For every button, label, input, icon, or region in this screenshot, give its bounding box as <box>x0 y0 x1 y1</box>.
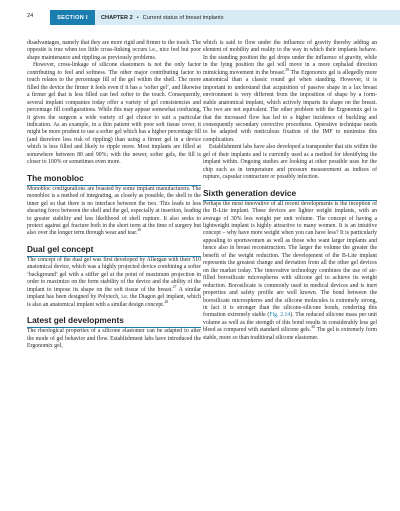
figure-reference-link[interactable]: Fig. 2.14 <box>269 312 291 319</box>
section-heading-latest-gel: Latest gel developments <box>27 315 201 328</box>
paragraph-text: The gel is extremely form stable, more so than traditional silicone elastomer. <box>203 327 377 341</box>
reference-marker: 26 <box>137 228 142 233</box>
section-heading-monobloc: The monobloc <box>27 173 201 186</box>
chapter-tab <box>95 10 400 25</box>
paragraph-text: A similar implant has been designed by Polytech, i.e. the Diagon gel implant, which is also an anatomical implant with a similar design concept. <box>27 286 202 308</box>
right-column <box>203 40 377 342</box>
paragraph: disadvantages, namely that they are more rigid and firmer to the touch. The opposite is true when too little cross-linking occurs i.e., nice feel but poor shape maintenance and rippling as previously problems. <box>27 40 201 61</box>
paragraph-text: The concept of the dual gel was first developed by Allergan with their 510 anatomical device, which was a highly projected device combining a softer ‘background’ gel with a stiffer gel at the point of maximum projection in order to maximize on the form stability of the device and the ability of the implant to impose its shape on the soft tissue of the breast. <box>27 256 201 293</box>
paragraph-text: Monobloc configurations are boasted by some implant manufacturers. The monobloc is a method of integrating, as closely as possible, the shell to the inner gel so that there is no interface between the two. This leads to less shearing force between the shell and the gel, especially at insertion, leading to greater stability and less likelihood of shell rupture. It also seeks to protect against gel fracture both in the short term at the time of surgery but also over the longer term through wear and tear. <box>27 185 201 237</box>
paragraph: Establishment labs have also developed a transponder that sits within the gel of their implants and is currently used as a method for identifying the implant within. Ongoing studies are looking at other possible uses for the chip such as in temperature and pressure measurement as indices of rupture, capsular contracture or possibly infection. <box>203 144 377 181</box>
reference-marker: 30 <box>311 325 315 330</box>
page-number: 24 <box>27 13 34 19</box>
paragraph: However, cross-linkage of silicone elastomers is not the only factor contributing to feel and softness. The other major contributing factor to touch relates to the percentage fill of the gel within the shell. The more filled the device the firmer it feels even if it has a ‘softer gel’, and likewise a firmer gel that is less filled can feel softer to the touch. Consequently, several implant companies today offer a variety of gel consistencies and percentage fill configurations. While this may appear somewhat confusing, it gives the surgeon a wide variety of gel choice to suit a particular indication. As an example, in a thin patient with poor soft tissue cover, it might be more prudent to use a softer gel which has a higher percentage fill (and therefore less risk of rippling) than using a firmer gel in a device which is less filled and likely to ripple more. Most implants are filled at somewhere between 80 and 90%; with the newer, softer gels, the fill is closer to 100% or sometimes even more. <box>27 62 201 166</box>
chapter-label: CHAPTER 2 <box>101 14 133 21</box>
header-separator: • <box>136 14 139 21</box>
section-heading-dual-gel: Dual gel concept <box>27 244 201 257</box>
paragraph-text: ). The reduced silicone mass per unit volume as well as the strength of this bond results in considerably less gel bleed as compared with standard silicone gels. <box>203 312 377 334</box>
paragraph-text: The Ergonomix gel is allegedly more anatomical than a classic round gel when standing. However, it is important to understand that acquisition of passive shape in a lax breast environment is very different from the imposition of shape by a form-stable anatomical implant, which actively imparts its shape on the breast. The two are not equivalent. The other problem with the Ergonomix gel is that the increased flow has led to a higher incidence of buckling and consequently secondary corrective procedures. Operative technique needs to be adapted with meticulous fixation of the IMF to minimize this complication. <box>203 69 377 143</box>
paragraph <box>27 257 201 309</box>
reference-marker: 29 <box>285 67 290 72</box>
paragraph-text: Perhaps the most innovative of all recent developments is the inception of the B-Lite implant. These devices are lighter weight implants, with an average of 30% less weight per unit volume. The concept of having a lightweight implant is highly attractive to many women. It is an intuitive concept – why have more weight when you can have less? It is particularly appealing to sportswomen as well as those who want larger implants and hence also in breast reconstruction. The larger the volume the greater the benefit of the weight reduction. The development of the B-Lite implant represents the greatest change and deviation from all the other gel devices on the market today. The innovative technology combines the use of air-filled borosilicate microspheres with silicone gel to achieve its weight reduction. Borosilicate is commonly used in medical devices and is inert properties and safety profile are well known. The bond between the borosilicate microspheres and the silicone molecules is extremely strong, in fact it is stronger than the silicone-silicone bonds, rendering this formation extremely stable ( <box>203 200 377 319</box>
paragraph-text: which is said to flow under the influence of gravity thereby adding an element of mobility and reality to the way in which their implants behave. In the standing position the gel drops under the influence of gravity, while in the lying position the gel will move in a more cephalad direction mimicking movement in the breast. <box>203 40 377 76</box>
reference-marker: 28 <box>164 299 169 304</box>
section-heading-sixth-generation: Sixth generation device <box>203 188 377 201</box>
paragraph <box>27 186 201 238</box>
paragraph <box>203 40 377 144</box>
running-header <box>0 10 400 25</box>
paragraph: The rheological properties of a silicone elastomer can be adapted to alter the mode of gel behavior and flow. Establishment labs have introduced the Ergonomix gel, <box>27 328 201 349</box>
section-badge: SECTION I <box>50 10 95 25</box>
left-column <box>27 40 201 350</box>
chapter-title: Current status of breast implants <box>142 14 224 21</box>
reference-marker: 27 <box>172 284 177 289</box>
paragraph <box>203 201 377 343</box>
